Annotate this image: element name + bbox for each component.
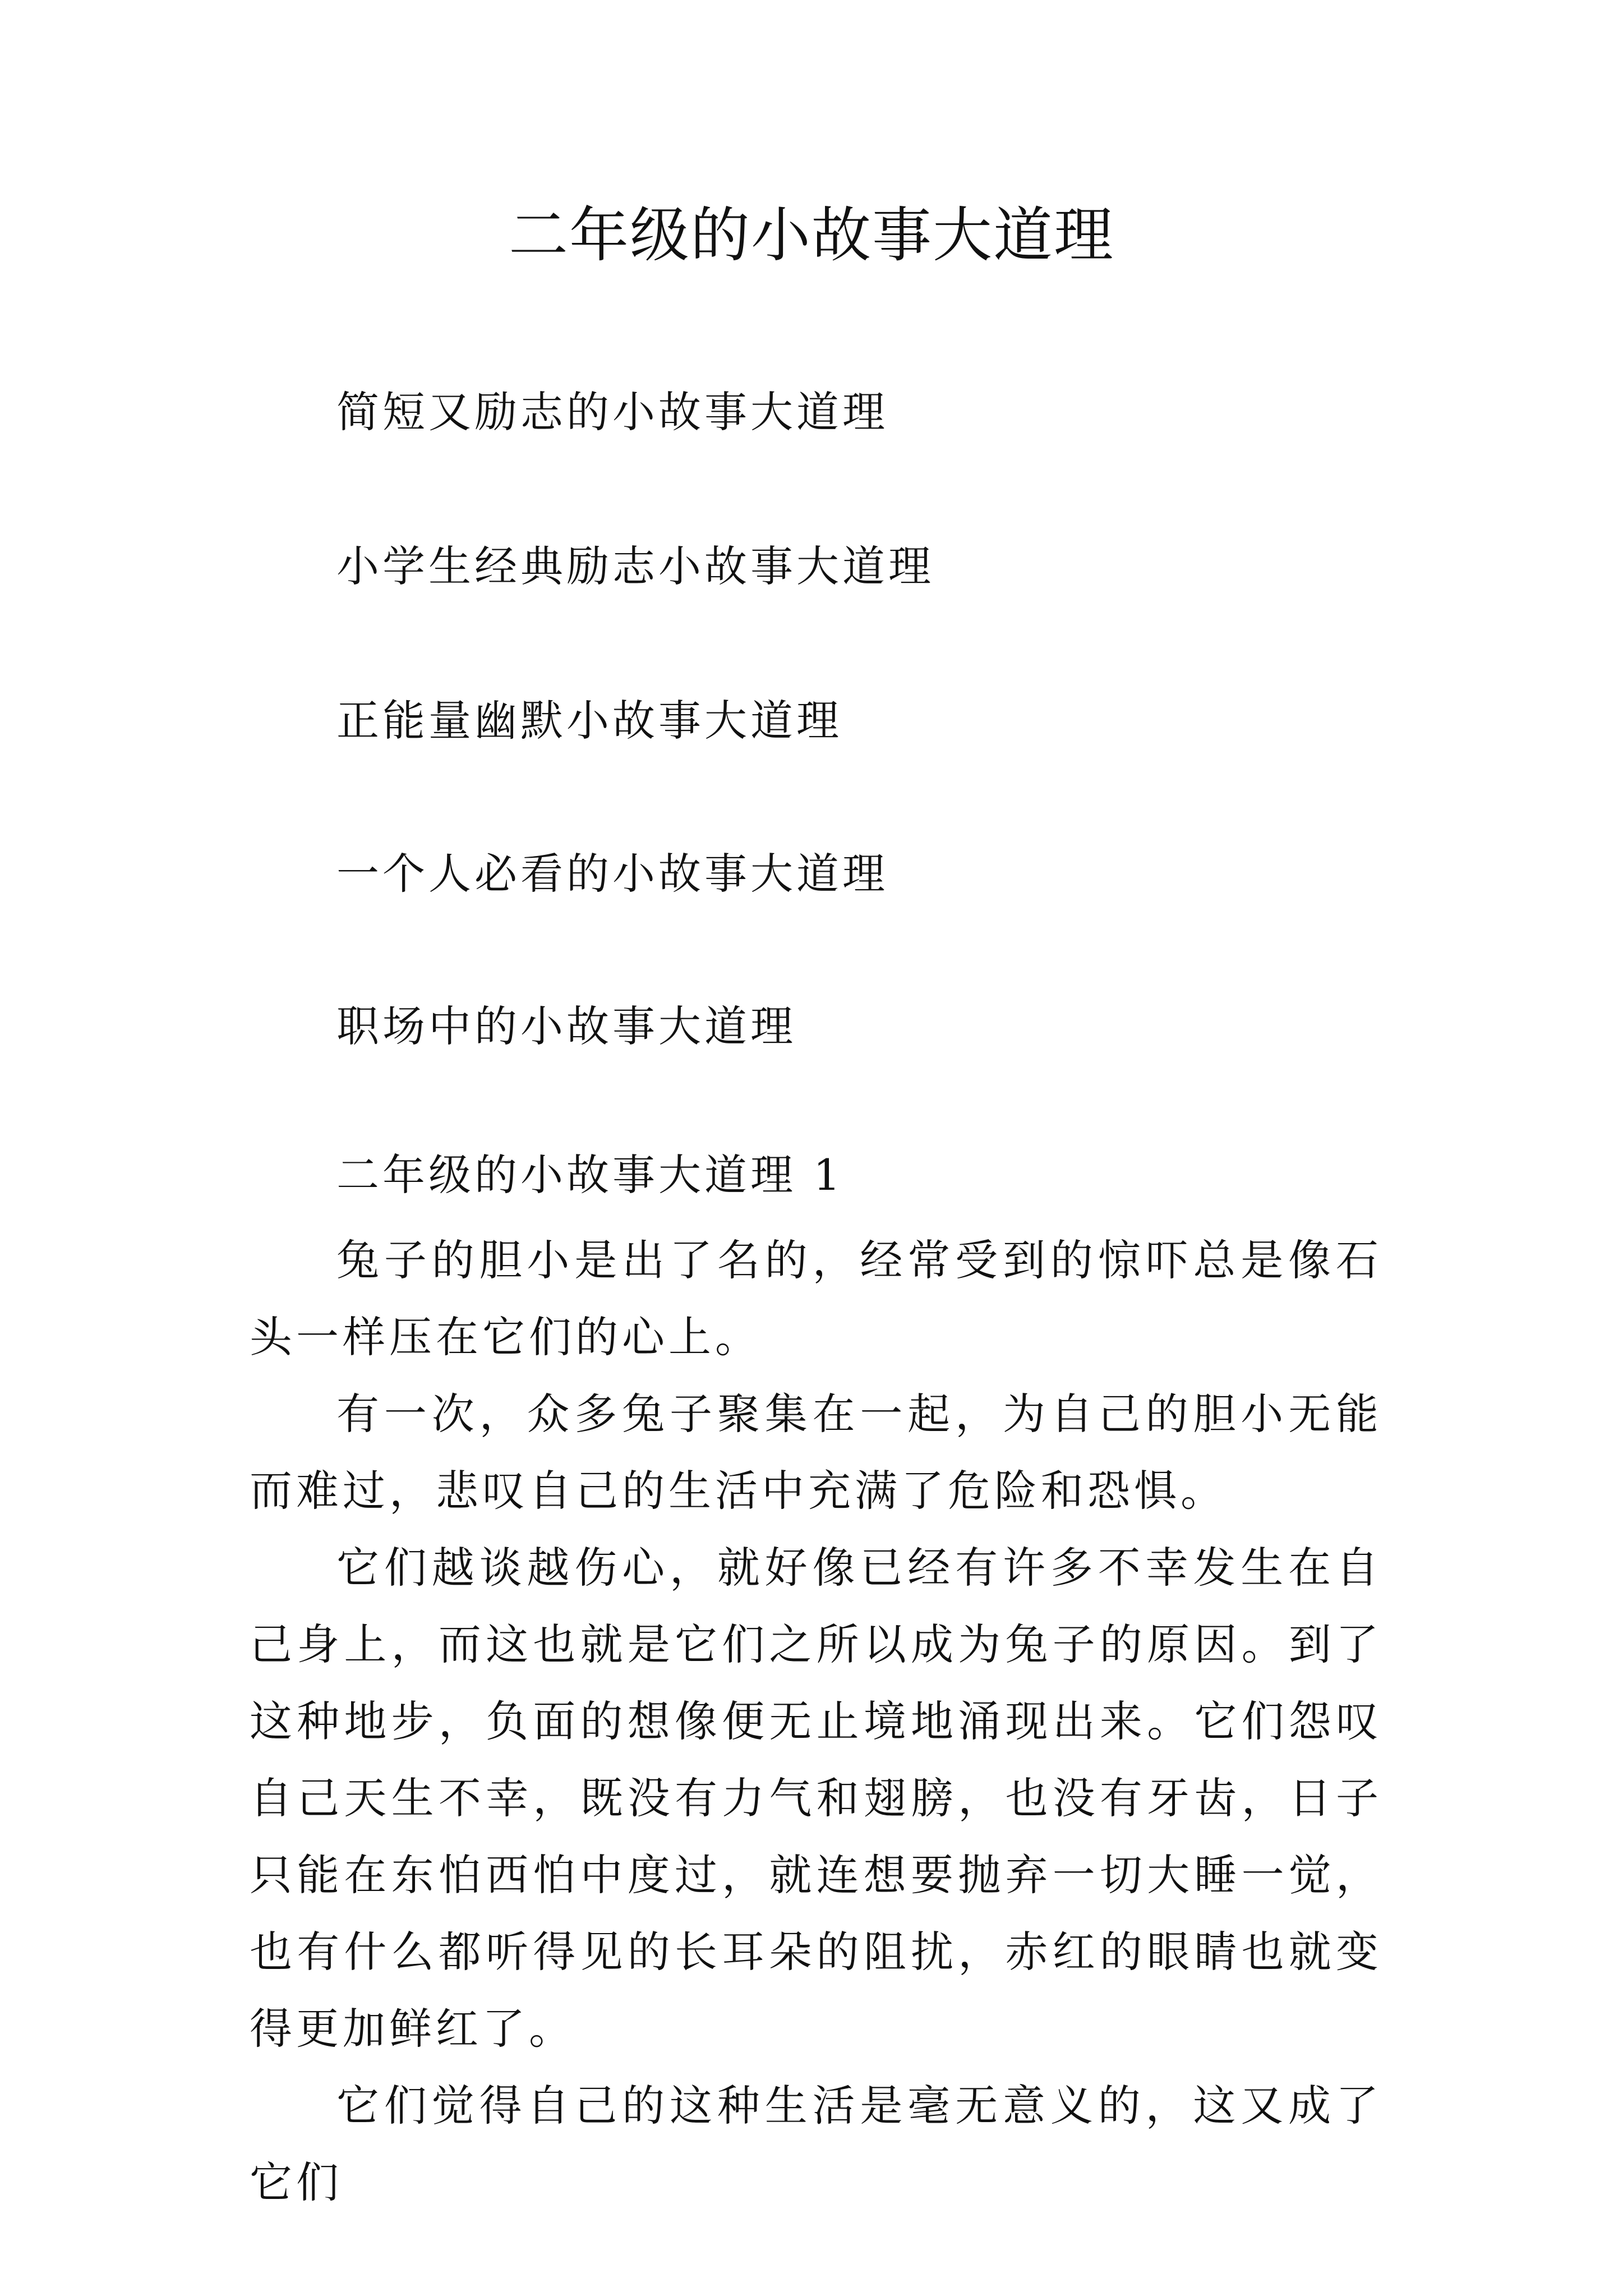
story-paragraph: 有一次，众多兔子聚集在一起，为自己的胆小无能而难过，悲叹自己的生活中充满了危险和恐惧。 [250,1389,1382,1516]
toc-item: 小学生经典励志小故事大道理 [336,541,934,591]
section-heading: 二年级的小故事大道理 1 [336,1150,844,1200]
story-paragraph: 兔子的胆小是出了名的，经常受到的惊吓总是像石头一样压在它们的心上。 [250,1235,1382,1362]
toc-item: 正能量幽默小故事大道理 [336,696,842,746]
story-paragraph: 它们觉得自己的这种生活是毫无意义的，这又成了它们 [250,2081,1382,2207]
document-title: 二年级的小故事大道理 [509,201,1114,270]
story-paragraph: 它们越谈越伤心，就好像已经有许多不幸发生在自己身上，而这也就是它们之所以成为兔子的原因。到了这种地步，负面的想像便无止境地涌现出来。它们怨叹自己天生不幸，既没有力气和翅膀，也没有牙齿，日子只能在东怕西怕中度过，就连想要抛弃一切大睡一觉，也有什么都听得见的长耳朵的阻扰，赤红的眼睛也就变得更加鲜红了。 [250,1543,1382,2054]
toc-item: 简短又励志的小故事大道理 [336,387,888,437]
toc-item: 职场中的小故事大道理 [336,1001,796,1051]
toc-item: 一个人必看的小故事大道理 [336,849,888,899]
story-body [250,1222,1382,2221]
